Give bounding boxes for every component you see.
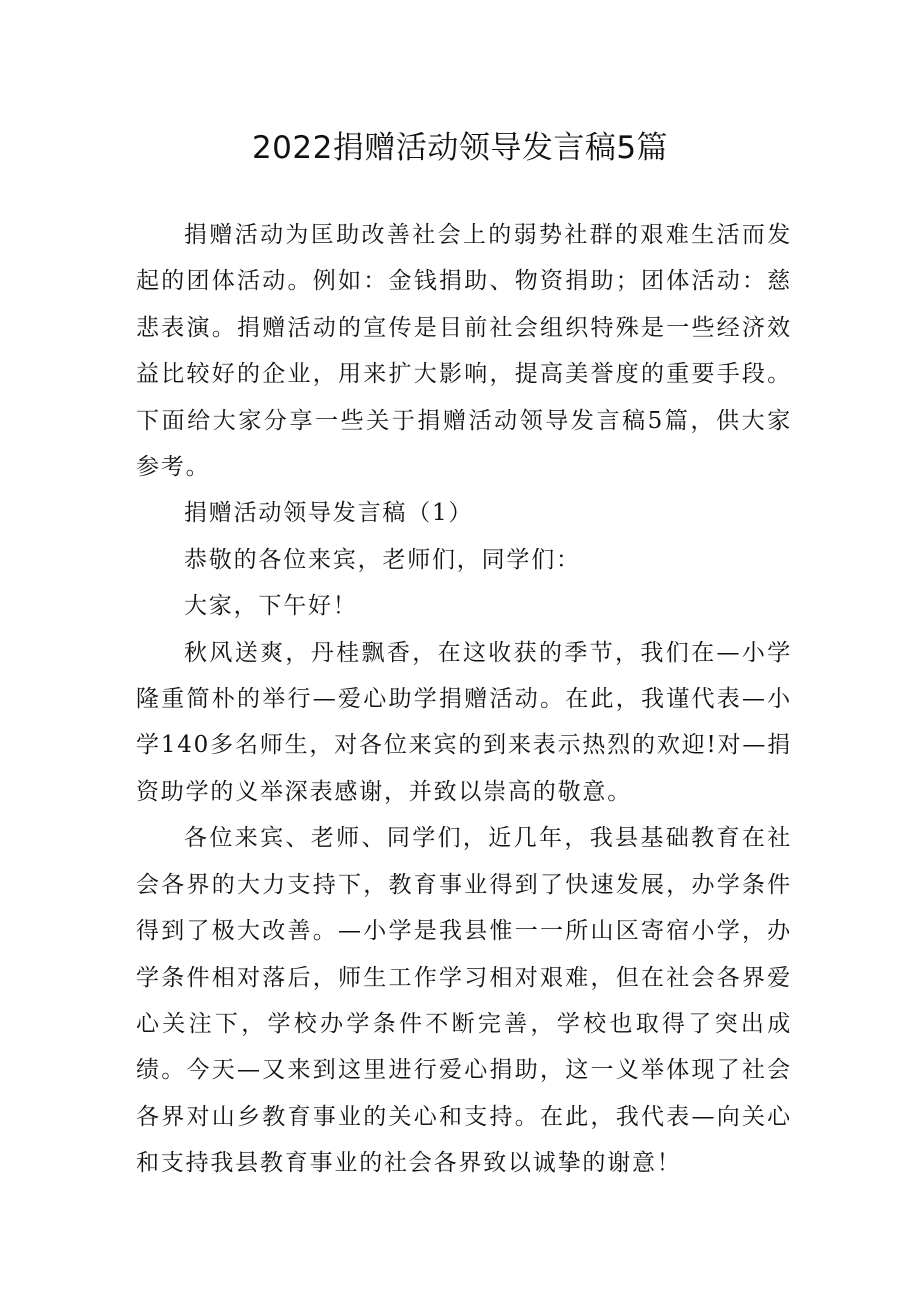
thanks-paragraph: 各位来宾、老师、同学们，近几年，我县基础教育在社会各界的大力支持下，教育事业得到了快速发展，办学条件得到了极大改善。—小学是我县惟一一所山区寄宿小学，办学条件相对落后，师生工作学习相对艰难，但在社会各界爱心关注下，学校办学条件不断完善，学校也取得了突出成绩。今天—又来到这里进行爱心捐助，这一义举体现了社会各界对山乡教育事业的关心和支持。在此，我代表—向关心和支持我县教育事业的社会各界致以诚挚的谢意！ (136, 825, 792, 1177)
intro-paragraph: 捐赠活动为匡助改善社会上的弱势社群的艰难生活而发起的团体活动。例如：金钱捐助、物资捐助；团体活动：慈悲表演。捐赠活动的宣传是目前社会组织特殊是一些经济效益比较好的企业，用来扩大影响，提高美誉度的重要手段。下面给大家分享一些关于捐赠活动领导发言稿5篇，供大家参考。 (136, 222, 792, 481)
document-title: 2022捐赠活动领导发言稿5篇 (251, 130, 669, 166)
greeting-paragraph: 大家，下午好！ (184, 593, 358, 620)
speech-heading: 捐赠活动领导发言稿（1） (184, 500, 474, 527)
opening-paragraph: 秋风送爽，丹桂飘香，在这收获的季节，我们在—小学隆重简朴的举行—爱心助学捐赠活动。在此，我谨代表—小学140多名师生，对各位来宾的到来表示热烈的欢迎!对—捐资助学的义举深表感谢，并致以崇高的敬意。 (136, 639, 792, 805)
salutation-paragraph: 恭敬的各位来宾，老师们，同学们： (184, 546, 581, 573)
document-body (136, 212, 792, 1187)
